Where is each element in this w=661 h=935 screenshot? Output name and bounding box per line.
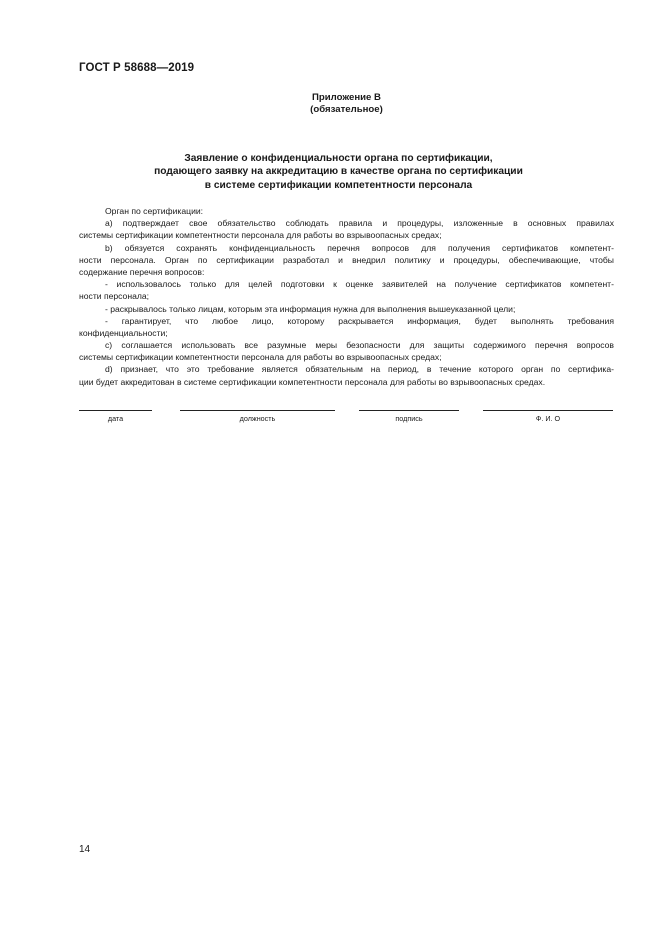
date-label: дата [107,414,124,423]
statement-body [79,205,614,388]
body-line: ности персонала. Орган по сертификации разработал и внедрил политику и процедуры, обеспечивающие, чтобы [79,254,614,265]
position-label: должность [239,414,276,423]
body-line: d) признает, что это требование является обязательным на период, в течение которого орган по сертифика- [105,364,614,375]
annex-title: Приложение В [312,92,381,103]
body-line: c) соглашается использовать все разумные меры безопасности для защиты содержимого перечня вопросов [105,340,614,351]
heading-line: в системе сертификации компетентности персонала [204,179,473,191]
body-line: - использовалось только для целей подготовки к оценке заявителей на получение сертификатов компетент- [105,279,614,290]
page-number: 14 [79,844,91,855]
body-line: - раскрывалось только лицам, которым эта информация нужна для выполнения вышеуказанной цели; [105,303,516,314]
signature-line [359,410,459,411]
standard-code: ГОСТ Р 58688—2019 [79,62,195,74]
body-line: системы сертификации компетентности персонала для работы во взрывоопасных средах; [79,230,442,241]
annex-status: (обязательное) [310,104,383,115]
body-line: - гарантирует, что любое лицо, которому раскрывается информация, будет выполнять требования [105,315,614,326]
body-line: a) подтверждает свое обязательство соблюдать правила и процедуры, изложенные в основных правилах [105,218,614,229]
body-line: b) обязуется сохранять конфиденциальность перечня вопросов для получения сертификатов компетент- [105,242,614,253]
heading-line: подающего заявку на аккредитацию в качестве органа по сертификации [154,166,523,178]
body-line: ции будет аккредитован в системе сертификации компетентности персонала для работы во взрывоопасных средах. [79,376,546,387]
heading-line: Заявление о конфиденциальности органа по сертификации, [184,153,493,164]
position-signature-line [180,410,335,411]
date-signature-line [79,410,152,411]
body-paragraph-intro: Орган по сертификации: [105,206,204,216]
body-line: конфиденциальности; [79,327,168,338]
name-signature-line [483,410,613,411]
signature-label: подпись [395,414,423,423]
statement-heading [0,152,661,192]
body-line: ности персонала; [79,291,150,302]
full-name-label: Ф. И. О [535,414,561,423]
body-line: содержание перечня вопросов: [79,266,205,277]
body-line: системы сертификации компетентности персонала для работы во взрывоопасных средах; [79,352,442,363]
